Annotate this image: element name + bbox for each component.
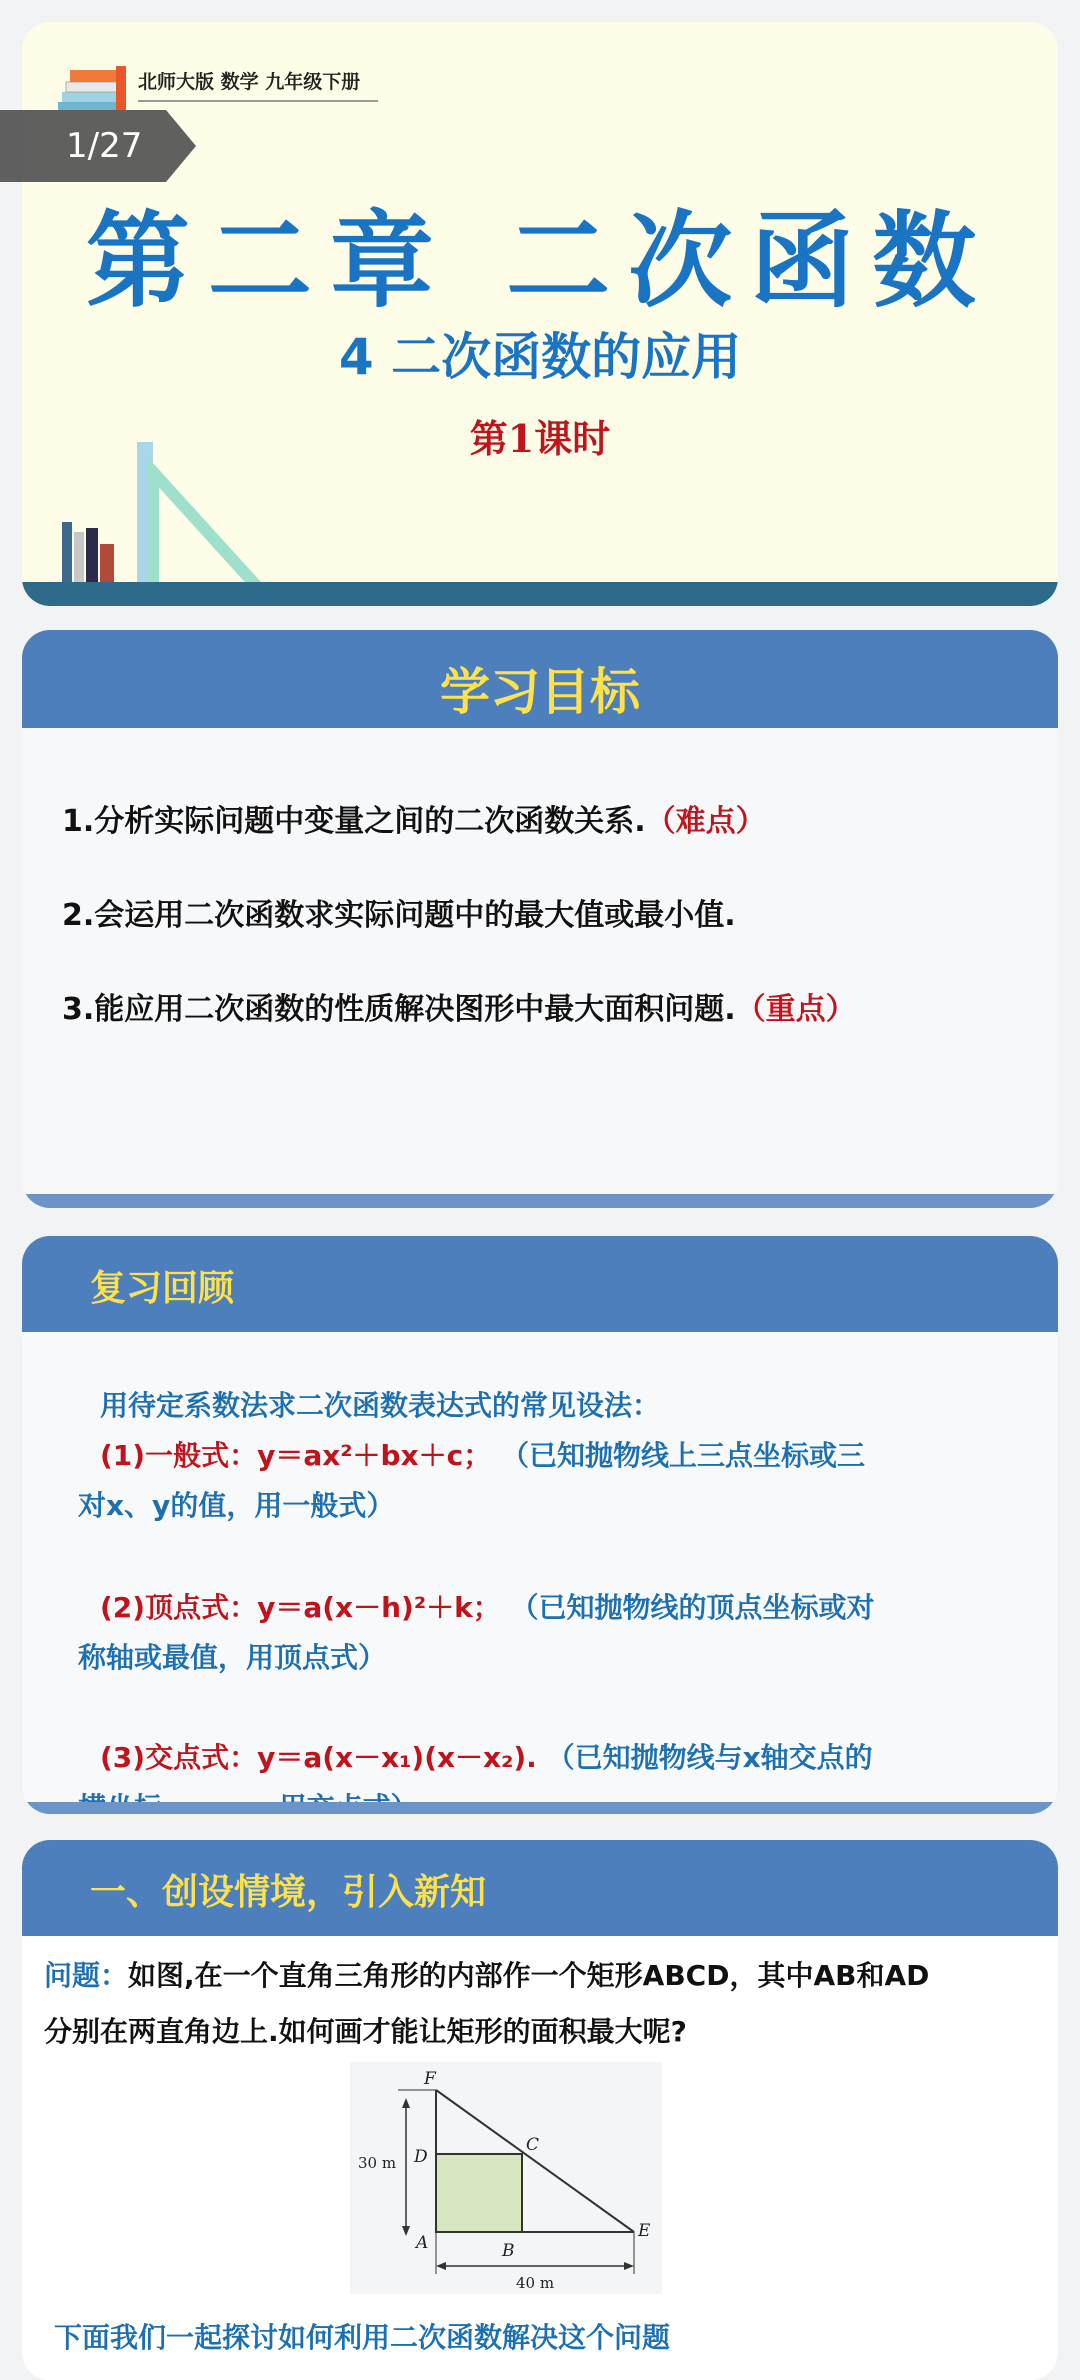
general-form-line: (1)一般式：y＝ax²＋bx＋c； （已知抛物线上三点坐标或三 [100, 1439, 866, 1472]
page-indicator-badge [0, 110, 196, 182]
review-slide[interactable] [22, 1236, 1058, 1814]
intercept-form-line: (3)交点式：y＝a(x－x₁)(x－x₂). （已知抛物线与x轴交点的 [100, 1741, 873, 1774]
label-c: C [526, 2135, 540, 2155]
page-indicator: 1/27 [66, 126, 143, 166]
bottom-prompt: 下面我们一起探讨如何利用二次函数解决这个问题 [54, 2321, 671, 2354]
review-footer-band [22, 1802, 1058, 1814]
divider [138, 100, 378, 102]
objective-item: 3.能应用二次函数的性质解决图形中最大面积问题.（重点） [62, 992, 856, 1027]
vertex-form-note: 称轴或最值，用顶点式） [78, 1641, 387, 1674]
intro-slide[interactable] [22, 1840, 1058, 2380]
ruler-books-illustration [42, 432, 272, 602]
lesson-label: 第1课时 [469, 416, 611, 461]
review-heading: 复习回顾 [90, 1268, 235, 1309]
height-label: 30 m [358, 2154, 397, 2172]
objectives-heading: 学习目标 [440, 663, 640, 721]
objective-item: 1.分析实际问题中变量之间的二次函数关系.（难点） [62, 804, 766, 839]
label-a: A [416, 2233, 429, 2253]
triangle-rectangle-figure [350, 2062, 662, 2294]
vertex-form-line: (2)顶点式：y＝a(x－h)²＋k； （已知抛物线的顶点坐标或对 [100, 1591, 875, 1624]
intro-heading: 一、创设情境，引入新知 [90, 1872, 487, 1913]
label-d: D [414, 2147, 428, 2167]
review-banner [22, 1236, 1058, 1332]
label-f: F [424, 2069, 436, 2089]
general-form-note: 对x、y的值，用一般式） [78, 1489, 395, 1522]
width-label: 40 m [516, 2274, 555, 2292]
label-b: B [502, 2241, 515, 2261]
objective-item: 2.会运用二次函数求实际问题中的最大值或最小值. [62, 898, 736, 933]
cover-bottom-band [22, 582, 1058, 606]
objectives-banner [22, 630, 1058, 728]
objectives-slide[interactable] [22, 630, 1058, 1208]
label-e: E [638, 2221, 651, 2241]
intro-banner [22, 1840, 1058, 1936]
question-line-2: 分别在两直角边上.如何画才能让矩形的面积最大呢? [44, 2015, 687, 2048]
section-title: 4 二次函数的应用 [338, 328, 742, 386]
publisher-label: 北师大版 数学 九年级下册 [138, 71, 361, 93]
book-stack-icon [58, 62, 134, 114]
chapter-title: 第二章 二次函数 [85, 199, 995, 322]
question-line-1: 问题：如图,在一个直角三角形的内部作一个矩形ABCD，其中AB和AD [44, 1959, 930, 1992]
objectives-footer-band [22, 1194, 1058, 1208]
review-intro: 用待定系数法求二次函数表达式的常见设法： [100, 1389, 661, 1422]
